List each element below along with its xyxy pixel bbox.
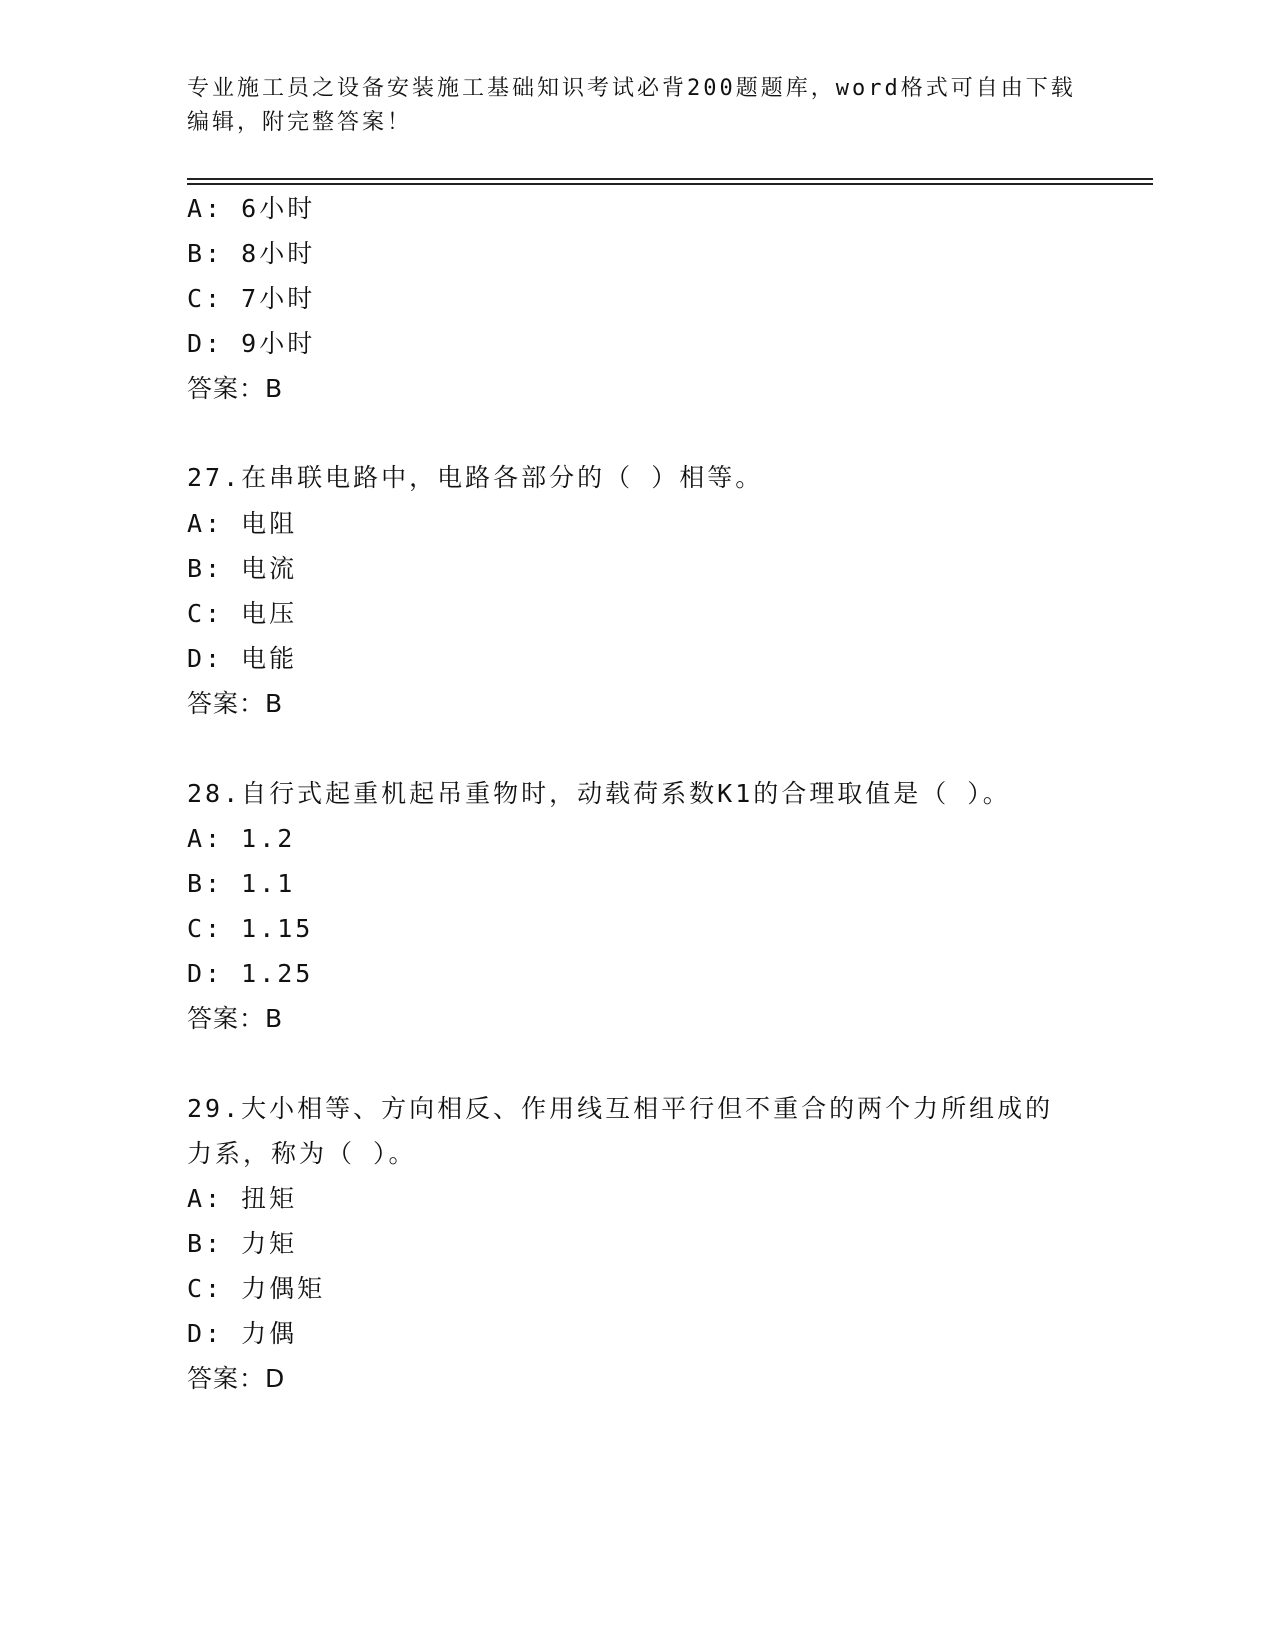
q29-answer: 答案：D <box>187 1364 286 1393</box>
document-title-line-2: 编辑，附完整答案！ <box>187 110 413 135</box>
q28-answer: 答案：B <box>187 1004 284 1033</box>
q29-option-b: B: 力矩 <box>187 1229 298 1258</box>
q27-option-b: B: 电流 <box>187 554 298 583</box>
q26-option-c: C: 7小时 <box>187 284 316 313</box>
q29-option-d: D: 力偶 <box>187 1319 298 1348</box>
q27-question: 27.在串联电路中，电路各部分的（ ）相等。 <box>187 463 764 492</box>
q26-option-b: B: 8小时 <box>187 239 316 268</box>
q29-option-c: C: 力偶矩 <box>187 1274 326 1303</box>
q27-option-a: A: 电阻 <box>187 509 298 538</box>
q26-option-d: D: 9小时 <box>187 329 316 358</box>
q29-question-line-2: 力系，称为（ ）。 <box>187 1139 417 1168</box>
q28-option-b: B: 1.1 <box>187 869 296 898</box>
q27-option-d: D: 电能 <box>187 644 298 673</box>
header-divider-bottom <box>187 183 1153 185</box>
q29-question-line-1: 29.大小相等、方向相反、作用线互相平行但不重合的两个力所组成的 <box>187 1094 1054 1123</box>
q27-answer: 答案：B <box>187 689 284 718</box>
q28-option-d: D: 1.25 <box>187 959 314 988</box>
document-title-line-1: 专业施工员之设备安装施工基础知识考试必背200题题库，word格式可自由下载 <box>187 76 1076 101</box>
q28-question: 28.自行式起重机起吊重物时，动载荷系数K1的合理取值是（ ）。 <box>187 779 1011 808</box>
q28-option-c: C: 1.15 <box>187 914 314 943</box>
q28-option-a: A: 1.2 <box>187 824 296 853</box>
q29-option-a: A: 扭矩 <box>187 1184 298 1213</box>
q26-option-a: A: 6小时 <box>187 194 316 223</box>
q26-answer: 答案：B <box>187 374 284 403</box>
q27-option-c: C: 电压 <box>187 599 298 628</box>
header-divider-top <box>187 178 1153 180</box>
document-header <box>187 72 1087 140</box>
